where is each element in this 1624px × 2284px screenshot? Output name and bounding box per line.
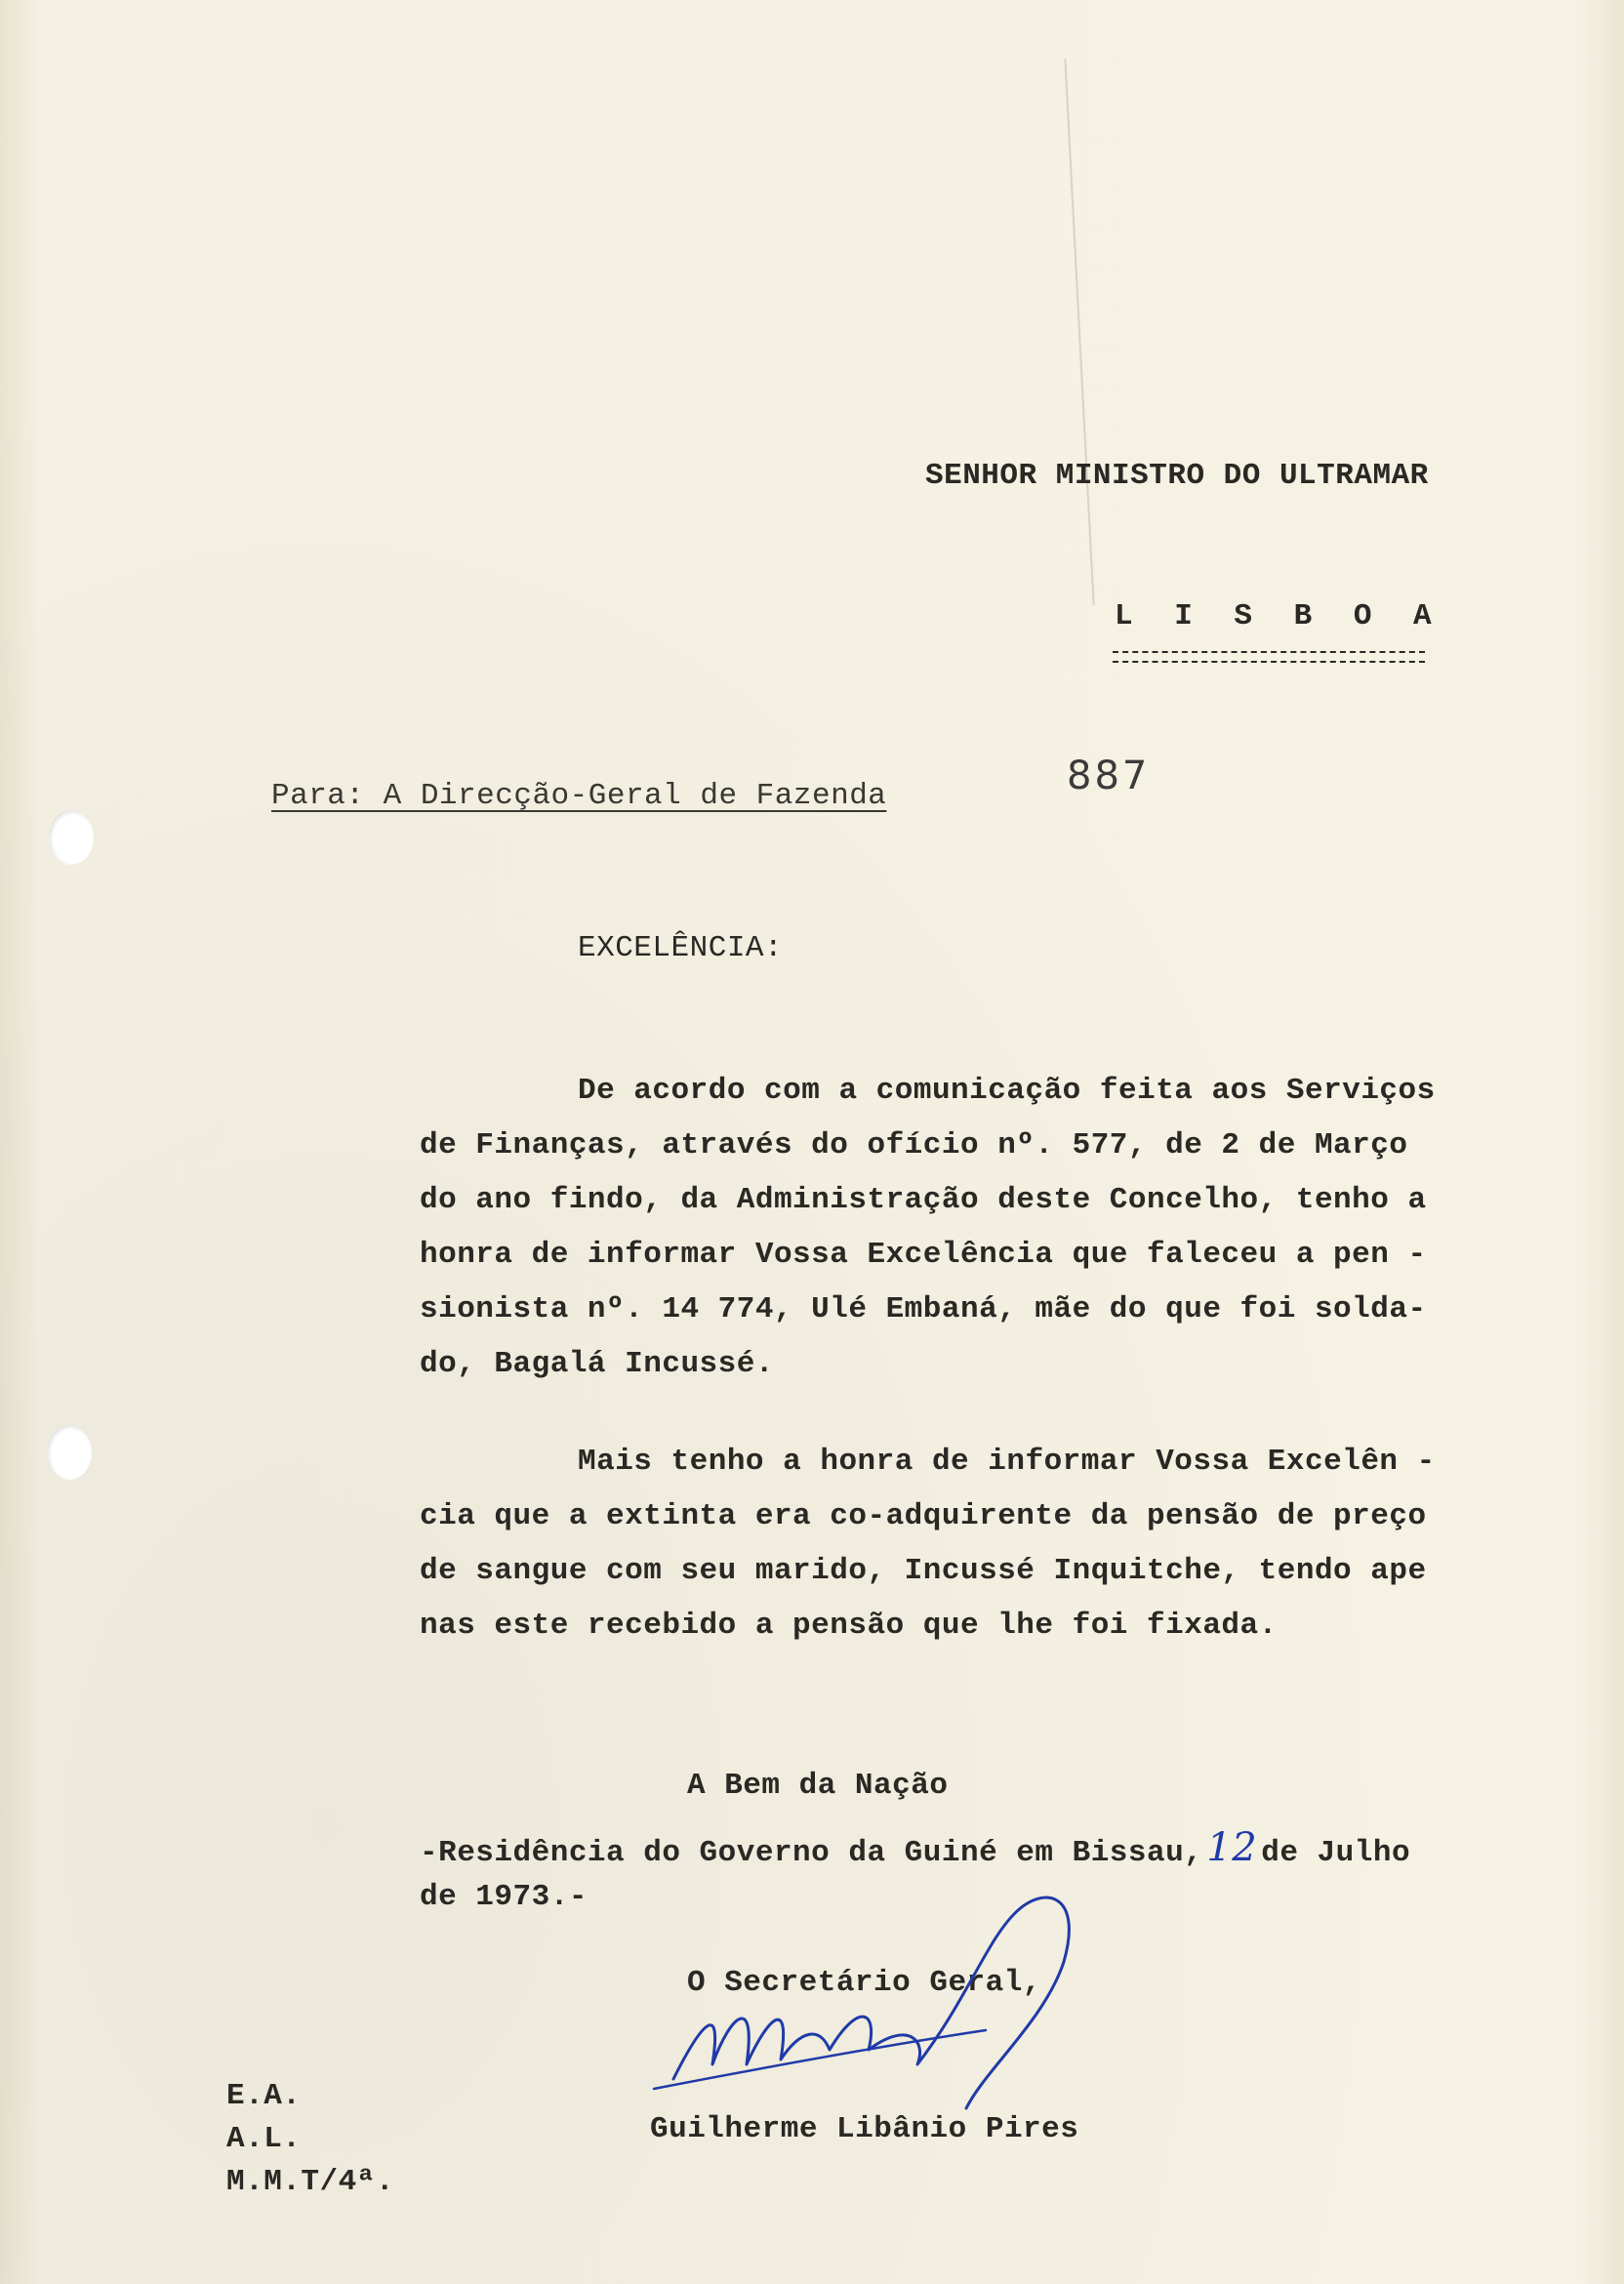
reference-line: M.M.T/4ª. [226,2165,394,2199]
paragraph-line: de sangue com seu marido, Incussé Inquitche, tendo ape [420,1554,1427,1588]
reference-line: E.A. [226,2079,302,2113]
year-line: de 1973.- [420,1880,588,1914]
city: L I S B O A [1115,599,1443,633]
city-double-underline [1113,651,1425,663]
paragraph-line: honra de informar Vossa Excelência que faleceu a pen - [420,1238,1427,1272]
reference-line: A.L. [226,2122,302,2156]
paragraph-line: nas este recebido a pensão que lhe foi fixada. [420,1609,1278,1643]
routing-para: Para: A Direcção-Geral de Fazenda [271,779,887,813]
paragraph-line: de Finanças, através do ofício nº. 577, de 2 de Março [420,1128,1408,1162]
paragraph-line: De acordo com a comunicação feita aos Serviços [578,1074,1436,1108]
paragraph-line: Mais tenho a honra de informar Vossa Excelên - [578,1445,1436,1479]
paragraph-line: sionista nº. 14 774, Ulé Embaná, mãe do que foi solda- [420,1292,1427,1326]
place-date-suffix: de Julho [1261,1836,1411,1870]
punch-hole-top [49,810,94,865]
addressee: SENHOR MINISTRO DO ULTRAMAR [925,459,1429,493]
handwritten-day: 12 [1206,1825,1258,1870]
punch-hole-bottom [47,1425,92,1480]
salutation: EXCELÊNCIA: [578,931,784,965]
handwritten-signature [634,1855,1181,2147]
closing-motto: A Bem da Nação [687,1769,949,1803]
paragraph-line: do, Bagalá Incussé. [420,1347,774,1381]
signatory-title: O Secretário Geral, [687,1966,1041,2000]
paper-crease [1064,59,1094,604]
handwritten-number: 887 [1067,754,1151,798]
paragraph-line: do ano findo, da Administração deste Concelho, tenho a [420,1183,1427,1217]
signatory-name: Guilherme Libânio Pires [650,2112,1079,2146]
paragraph-line: cia que a extinta era co-adquirente da pensão de preço [420,1499,1427,1533]
place-date-prefix: -Residência do Governo da Guiné em Bissau, [420,1836,1203,1870]
